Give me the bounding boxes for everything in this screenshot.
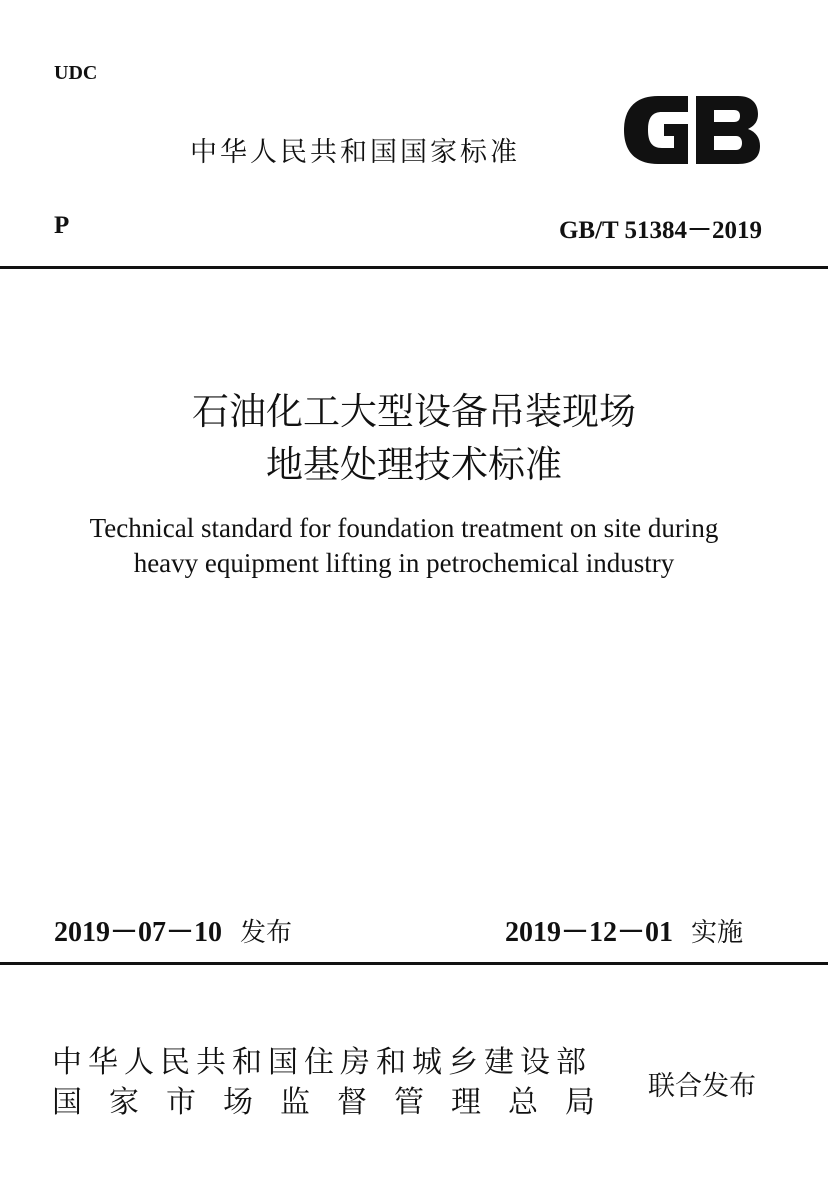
- issue-date: 2019－07－10: [54, 917, 223, 948]
- issue-date-block: [54, 910, 292, 950]
- gb-logo: [618, 92, 764, 168]
- issue-label: 发布: [240, 918, 293, 948]
- title-en-line-2: heavy equipment lifting in petrochemical industry: [133, 548, 675, 578]
- standard-number: GB/T 51384－2019: [558, 217, 762, 244]
- title-cn-line-1: 石油化工大型设备吊装现场: [192, 390, 636, 433]
- publisher-2: 国家市场监督管理总局: [52, 1085, 622, 1120]
- implement-date-block: [505, 910, 743, 950]
- classification-code: P: [54, 212, 70, 239]
- title-en-line-1: Technical standard for foundation treatment on site during: [89, 513, 719, 543]
- title-cn-line-2: 地基处理技术标准: [266, 443, 562, 486]
- implement-date: 2019－12－01: [505, 917, 674, 948]
- national-standard-heading: 中华人民共和国国家标准: [190, 137, 520, 168]
- joint-release-label: 联合发布: [648, 1071, 756, 1102]
- top-divider: [0, 266, 828, 269]
- bottom-divider: [0, 962, 828, 965]
- udc-label: UDC: [54, 62, 98, 84]
- publisher-1: 中华人民共和国住房和城乡建设部: [52, 1045, 592, 1080]
- implement-label: 实施: [691, 918, 744, 948]
